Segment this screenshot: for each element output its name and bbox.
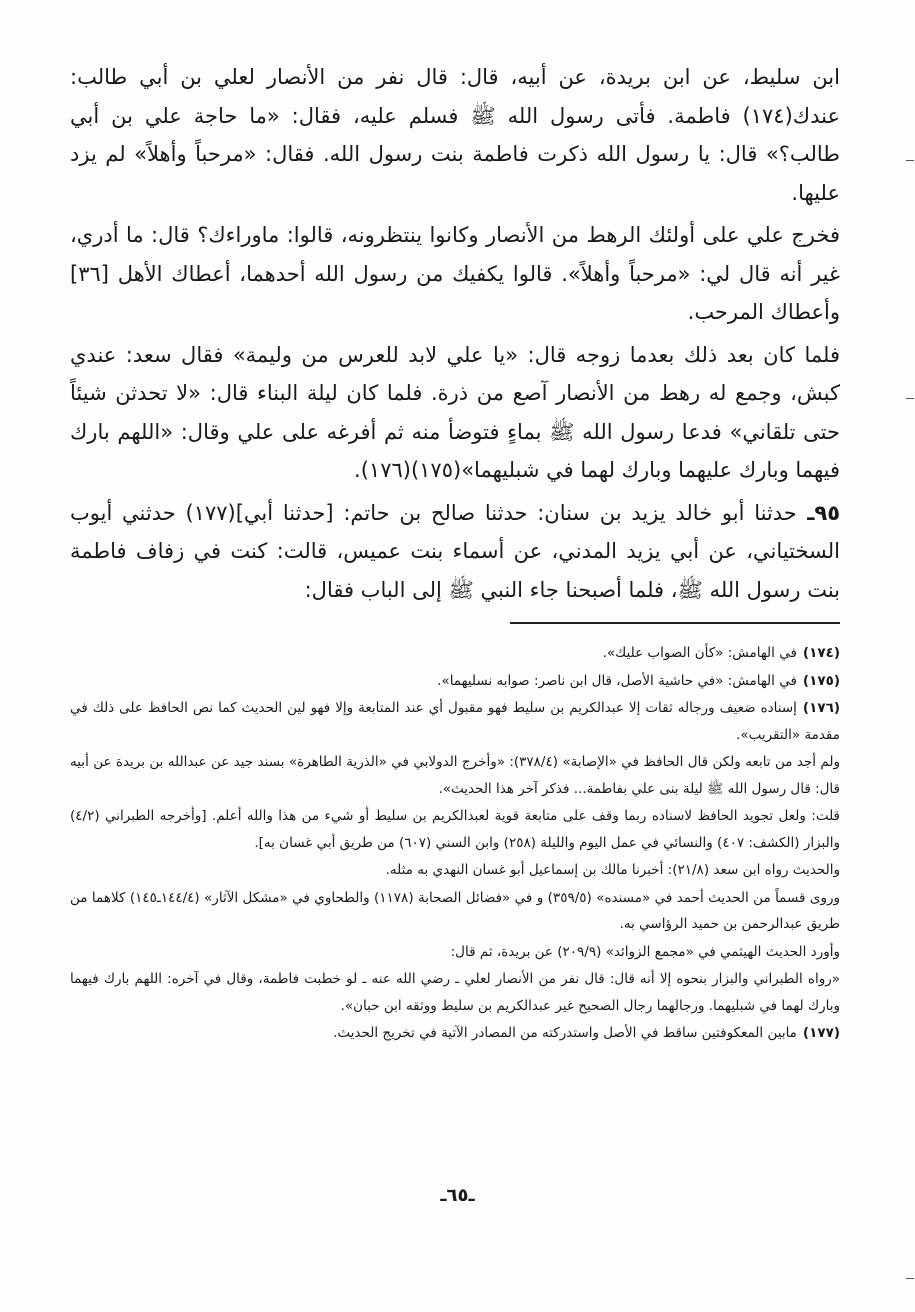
footnote-176-continued bbox=[70, 966, 840, 1019]
footnote-number: (١٧٤) bbox=[802, 645, 840, 661]
footnote-176-continued bbox=[70, 749, 840, 802]
footnote-text: إسناده ضعيف ورجاله ثقات إلا عبدالكريم بن سليط فهو مقبول أي عند المتابعة وإلا فهو لين الحديث كما نص الحافظ على ذلك في مقدمة «التقريب». bbox=[70, 700, 840, 743]
page-number: ـ٦٥ـ bbox=[440, 1185, 475, 1206]
footnote-text: في الهامش: «كأن الصواب عليك». bbox=[602, 645, 797, 661]
footnote-text: في الهامش: «في حاشية الأصل، قال ابن ناصر: صوابه نسليهما». bbox=[437, 672, 797, 689]
hadith-number: ٩٥ـ bbox=[807, 500, 841, 525]
footnote-176-continued bbox=[70, 885, 840, 938]
hadith-text: حدثنا أبو خالد يزيد بن سنان: حدثنا صالح بن حاتم: [حدثنا أبي](١٧٧) حدثني أيوب السختياني، عن أبي يزيد المدني، عن أسماء بنت عميس، قالت: كنت في زفاف فاطمة بنت رسول الله ﷺ، فلما أصبحنا جاء النبي ﷺ إلى الباب فقال: bbox=[70, 500, 840, 602]
hadith-paragraph bbox=[70, 494, 840, 610]
footnote-number: (١٧٧) bbox=[802, 1025, 840, 1041]
scan-margin-mark bbox=[906, 398, 914, 399]
footnote-177 bbox=[70, 1020, 840, 1047]
footnote-text: والحديث رواه ابن سعد (٢١/٨): أخبرنا مالك بن إسماعيل أبو غسان النهدي به مثله. bbox=[385, 862, 840, 878]
footnote-176-continued bbox=[70, 857, 840, 884]
footnote-divider bbox=[510, 622, 840, 624]
footnote-text: وروى قسماً من الحديث أحمد في «مسنده» (٣٥٩/٥) و في «فضائل الصحابة (١١٧٨) والطحاوي في «مشكل الآثار» (١٤٤/٤ـ١٤٥) كلاهما من طريق عبدالرحمن بن حميد الرؤاسي به. bbox=[70, 889, 841, 932]
footnote-176-continued bbox=[70, 939, 840, 966]
scan-margin-mark bbox=[906, 160, 914, 161]
footnote-text: قلت: ولعل تجويد الحافظ لاسناده ربما وقف على متابعة قوية لعبدالكريم بن سليط أو شيء من هذا والله أعلم. [وأخرجه الطبراني (٤/٢) والبزار (الكشف: ٤٠٧) والنسائي في عمل اليوم والليلة (٢٥٨) وابن السني (٦٠٧) من طريق أبي غسان به]. bbox=[70, 808, 840, 851]
paragraph-1: ابن سليط، عن ابن بريدة، عن أبيه، قال: قال نفر من الأنصار لعلي بن أبي طالب: عندك(١٧٤) فاطمة. فأتى رسول الله ﷺ فسلم عليه، فقال: «ما حاجة علي بن أبي طالب؟» قال: يا رسول الله ذكرت فاطمة بنت رسول الله. فقال: «مرحباً وأهلاً» لم يزد عليها. bbox=[70, 65, 840, 205]
footnote-175 bbox=[70, 668, 840, 695]
footnote-174 bbox=[70, 640, 840, 667]
scan-margin-mark bbox=[906, 1278, 914, 1279]
paragraph-3: فلما كان بعد ذلك بعدما زوجه قال: «يا علي لابد للعرس من وليمة» فقال سعد: عندي كبش، وجمع له رهط من الأنصار آصع من ذرة. فلما كان ليلة البناء قال: «لا تحدثن شيئاً حتى تلقاني» فدعا رسول الله ﷺ بماءٍ فتوضأ منه ثم أفرغه على علي وقال: «اللهم بارك فيهما وبارك عليهما وبارك لهما في شبليهما»(١٧٥)(١٧٦). bbox=[70, 342, 840, 482]
footnote-text: ولم أجد من تابعه ولكن قال الحافظ في «الإصابة» (٣٧٨/٤): «وأخرج الدولابي في «الذرية الطاهرة» بسند جيد عن عبدالله بن بريدة عن أبيه قال: قال رسول الله ﷺ ليلة بنى علي بفاطمة... فذكر آخر هذا الحديث». bbox=[70, 754, 840, 797]
footnote-text: مابين المعكوفتين ساقط في الأصل واستدركته من المصادر الآتية في تخريج الحديث. bbox=[333, 1025, 797, 1041]
footnote-text: «رواه الطبراني والبزار بنحوه إلا أنه قال: قال نفر من الأنصار لعلي ـ رضي الله عنه ـ لو خطبت فاطمة، وقال في آخره: اللهم بارك فيهما وبارك لهما في شبليهما. ورجالهما رجال الصحيح غير عبدالكريم بن سليط ووثقه ابن حبان». bbox=[70, 971, 840, 1014]
main-body-text bbox=[70, 58, 840, 613]
footnote-176 bbox=[70, 695, 840, 748]
footnote-number: (١٧٦) bbox=[802, 700, 840, 716]
footnote-number: (١٧٥) bbox=[802, 672, 840, 689]
paragraph-2: فخرج علي على أولئك الرهط من الأنصار وكانوا ينتظرونه، قالوا: ماوراءك؟ قال: ما أدري، غير أنه قال لي: «مرحباً وأهلاً». قالوا يكفيك من رسول الله أحدهما، أعطاك الأهل [٣٦] وأعطاك المرحب. bbox=[70, 223, 840, 324]
footnote-text: وأورد الحديث الهيثمي في «مجمع الزوائد» (٢٠٩/٩) عن بريدة، ثم قال: bbox=[450, 943, 840, 960]
footnote-176-continued bbox=[70, 803, 840, 856]
footnotes-section bbox=[70, 640, 840, 1048]
